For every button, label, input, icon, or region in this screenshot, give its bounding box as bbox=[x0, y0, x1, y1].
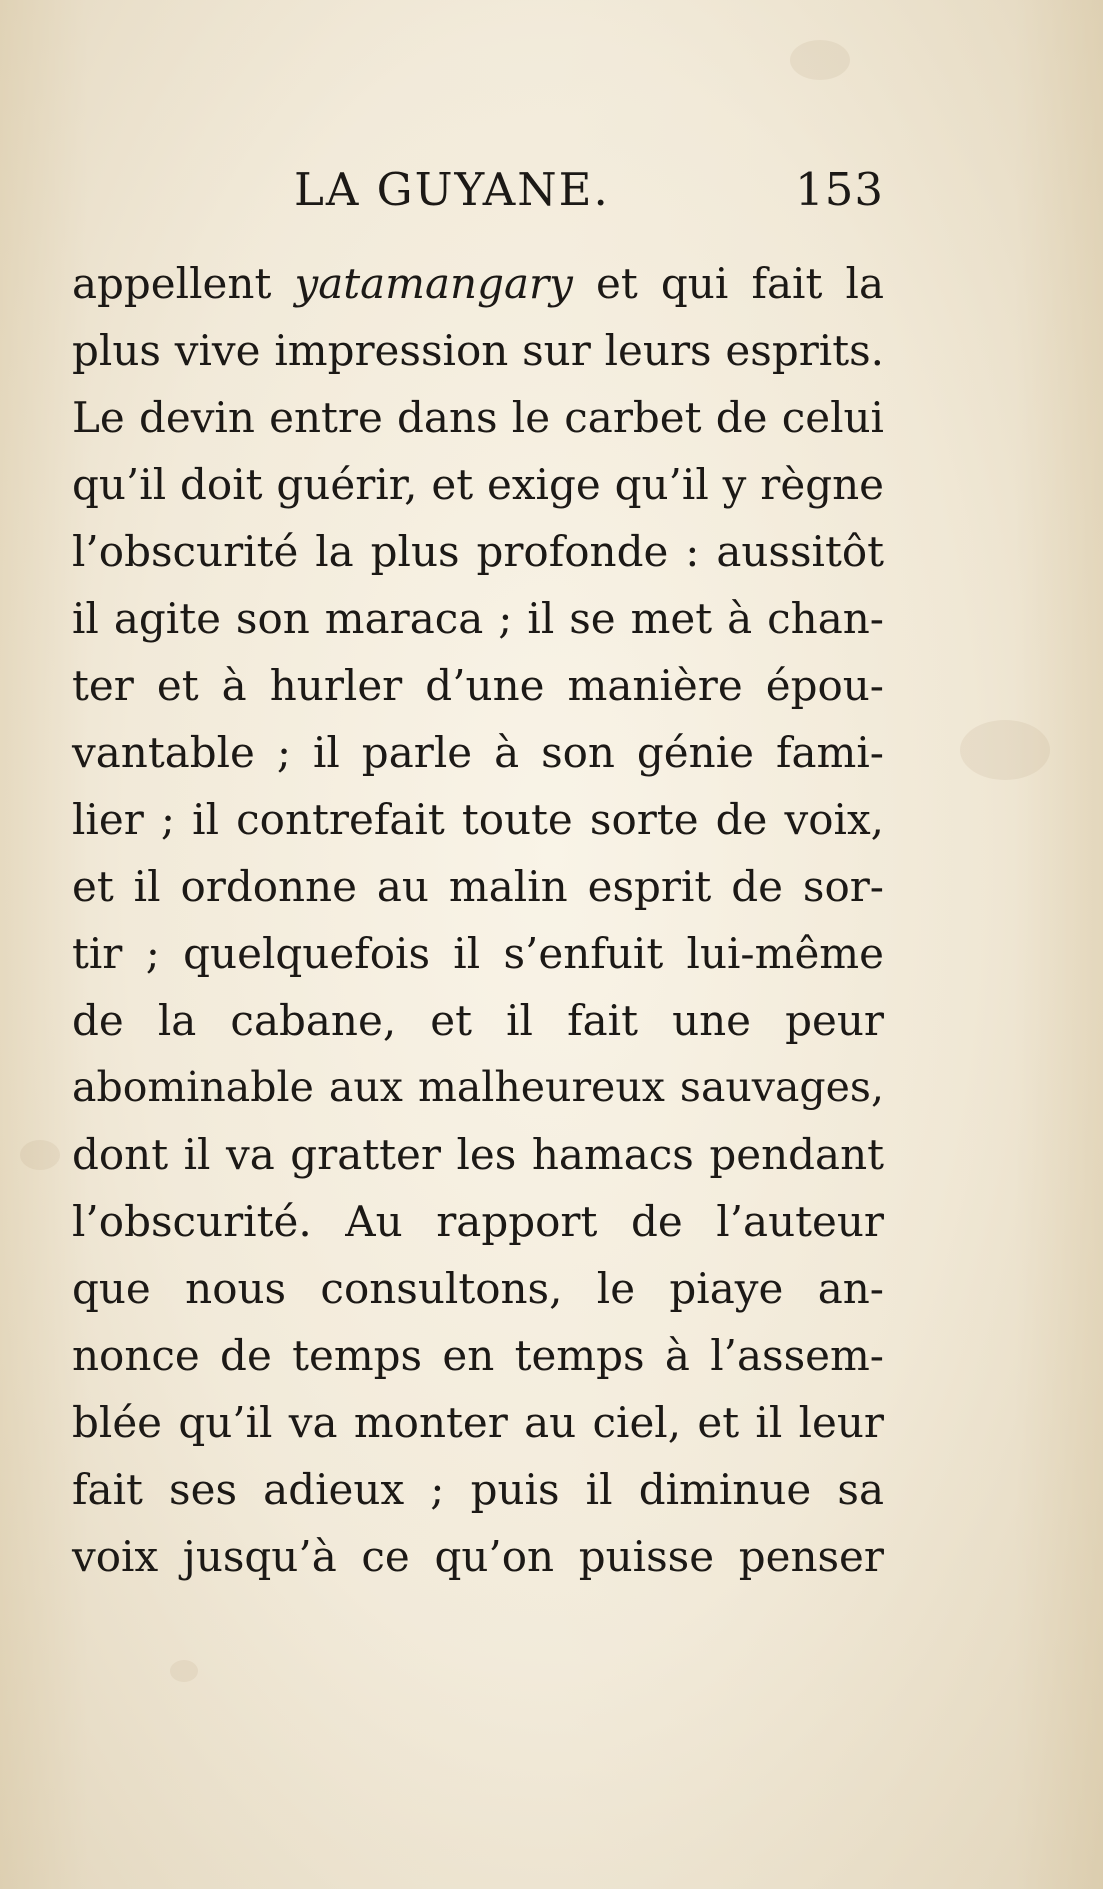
text-line: Le devin entre dans le carbet de celui bbox=[72, 393, 884, 442]
paper-stain bbox=[790, 40, 850, 80]
paper-stain bbox=[960, 720, 1050, 780]
text-line: blée qu’il va monter au ciel, et il leur bbox=[72, 1398, 884, 1447]
text-line: ter et à hurler d’une manière épou- bbox=[72, 661, 884, 710]
paper-stain bbox=[20, 1140, 60, 1170]
text-line: et il ordonne au malin esprit de sor- bbox=[72, 862, 884, 911]
body-text bbox=[72, 250, 884, 1590]
running-title: LA GUYANE. bbox=[294, 163, 610, 216]
text-line: l’obscurité la plus profonde : aussitôt bbox=[72, 527, 884, 576]
page-number: 153 bbox=[795, 163, 884, 216]
text-line bbox=[72, 250, 884, 317]
paper-stain bbox=[170, 1660, 198, 1682]
text-line: de la cabane, et il fait une peur bbox=[72, 996, 884, 1045]
text-line: l’obscurité. Au rapport de l’auteur bbox=[72, 1197, 884, 1246]
text-line: vantable ; il parle à son génie fami- bbox=[72, 728, 884, 777]
text-line: il agite son maraca ; il se met à chan- bbox=[72, 594, 884, 643]
text-line: abominable aux malheureux sauvages, bbox=[72, 1063, 884, 1111]
page-header bbox=[72, 160, 884, 220]
text-fragment: et qui fait la bbox=[596, 259, 884, 308]
text-line: plus vive impression sur leurs esprits. bbox=[72, 326, 884, 375]
text-line: fait ses adieux ; puis il diminue sa bbox=[72, 1465, 884, 1514]
italic-term: yatamangary bbox=[294, 259, 573, 308]
text-line: qu’il doit guérir, et exige qu’il y règne bbox=[72, 460, 884, 509]
text-line: tir ; quelquefois il s’enfuit lui-même bbox=[72, 929, 884, 978]
text-line: lier ; il contrefait toute sorte de voix, bbox=[72, 795, 884, 844]
text-line: nonce de temps en temps à l’assem- bbox=[72, 1331, 884, 1380]
text-fragment: appellent bbox=[72, 259, 272, 308]
text-line: dont il va gratter les hamacs pendant bbox=[72, 1130, 884, 1179]
text-line: voix jusqu’à ce qu’on puisse penser bbox=[72, 1532, 884, 1581]
text-line: que nous consultons, le piaye an- bbox=[72, 1264, 884, 1313]
